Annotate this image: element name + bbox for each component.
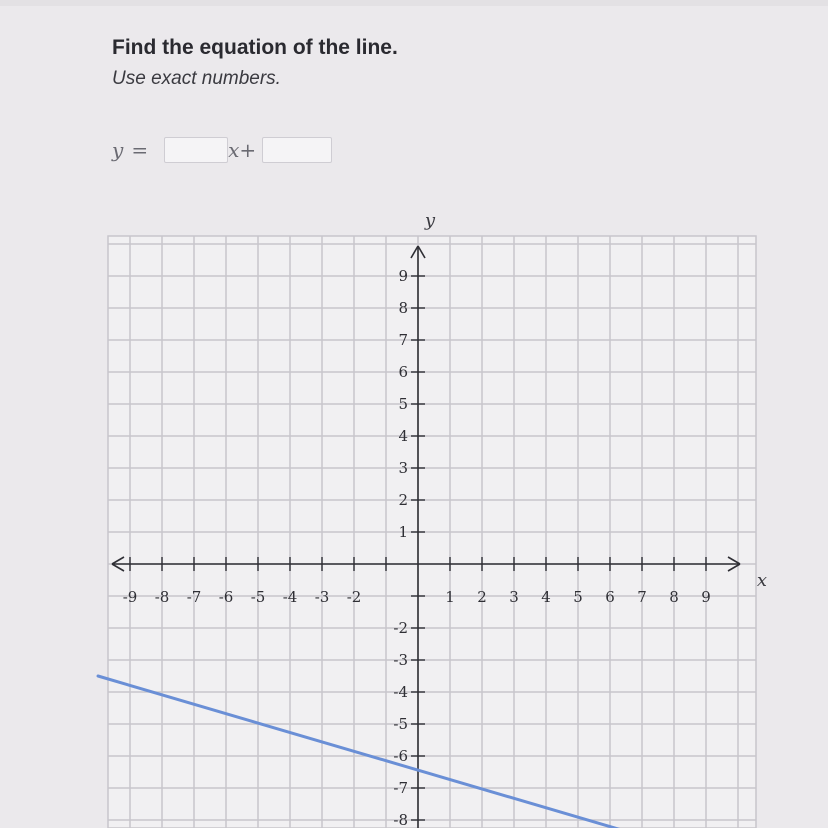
x-tick-label: 4 [541,588,551,606]
y-tick-label: -2 [393,619,408,637]
equation-lhs: y [112,138,124,162]
y-tick-label: -3 [393,651,408,669]
x-tick-label: 6 [605,588,615,606]
x-tick-label: -7 [186,588,202,606]
y-tick-label: -4 [393,683,408,701]
y-tick-label: -8 [393,811,408,828]
x-tick-label: 3 [509,588,519,606]
x-axis-label: x [756,570,768,591]
x-tick-label: 5 [573,588,583,606]
x-tick-label: 1 [445,588,455,606]
y-axis-label: y [424,210,436,231]
x-tick-label: 9 [701,588,711,606]
y-tick-label: 4 [398,427,408,445]
x-tick-label: -4 [282,588,298,606]
question-instruction: Use exact numbers. [112,68,281,89]
equals-sign: = [131,138,149,162]
y-tick-label: -6 [393,747,408,765]
x-tick-label: -3 [314,588,330,606]
y-tick-label: 5 [398,395,408,413]
x-tick-label: -8 [154,588,170,606]
x-tick-label: -2 [346,588,362,606]
y-tick-label: -5 [393,715,408,733]
y-tick-label: 1 [398,523,408,541]
x-tick-label: 2 [477,588,487,606]
x-tick-label: 7 [637,588,647,606]
x-tick-label: -9 [122,588,138,606]
y-tick-label: 7 [398,331,408,349]
y-tick-label: 3 [398,459,408,477]
x-tick-label: 8 [669,588,679,606]
y-tick-label: 8 [398,299,408,317]
equation-variable: x [228,138,240,162]
y-tick-label: 9 [398,267,408,285]
question-title: Find the equation of the line. [112,36,398,59]
x-tick-label: -5 [250,588,266,606]
y-tick-label: 2 [398,491,408,509]
plus-sign: + [239,138,257,162]
y-tick-label: -7 [393,779,408,797]
x-tick-label: -6 [218,588,234,606]
y-tick-label: 6 [398,363,408,381]
